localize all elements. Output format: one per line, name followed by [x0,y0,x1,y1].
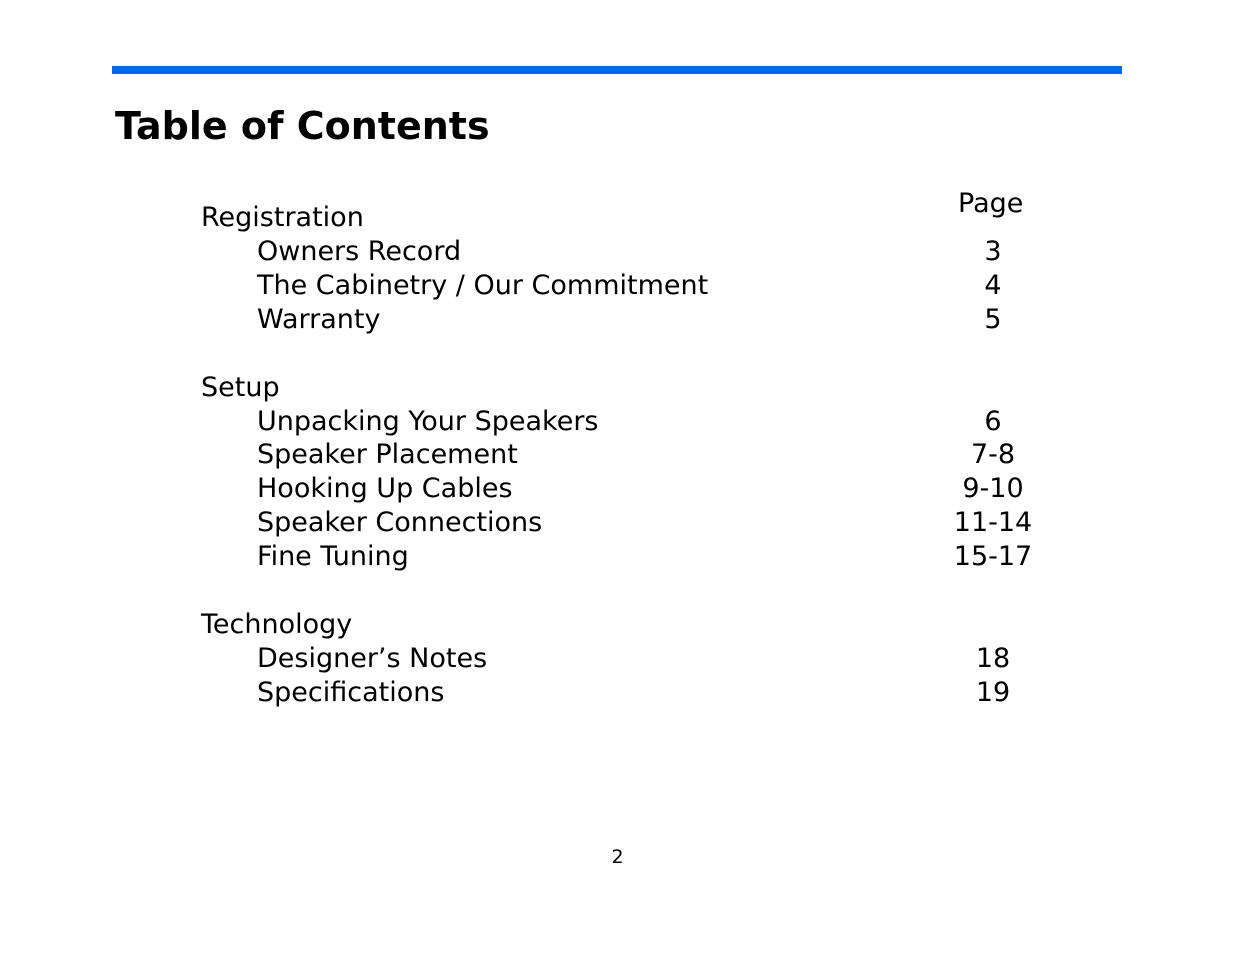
entry-page-number: 11-14 [953,507,1033,538]
entry-page-number: 18 [975,643,1011,674]
entry-title: Fine Tuning [257,541,409,572]
entry-page-number: 19 [975,677,1011,708]
section-heading-registration[interactable] [0,201,1235,235]
page-column-label: Page [958,188,1024,219]
toc-entry[interactable] [0,676,1235,710]
toc-entry[interactable] [0,506,1235,540]
section-title: Setup [201,372,280,403]
header-rule [112,66,1122,74]
section-title: Registration [201,202,364,233]
section-heading-setup[interactable] [0,371,1235,405]
toc-entry[interactable] [0,472,1235,506]
toc-entry[interactable] [0,405,1235,439]
entry-title: Designer’s Notes [257,643,488,674]
entry-title: Speaker Placement [257,439,518,470]
entry-title: Specifications [257,677,445,708]
entry-title: Unpacking Your Speakers [257,406,599,437]
toc-entry[interactable] [0,235,1235,269]
entry-title: Speaker Connections [257,507,543,538]
toc-entry[interactable] [0,642,1235,676]
footer-page-number: 2 [611,846,624,868]
section-title: Technology [201,609,353,640]
toc-entry[interactable] [0,540,1235,574]
entry-title: The Cabinetry / Our Commitment [257,270,709,301]
entry-page-number: 6 [984,406,1002,437]
entry-page-number: 3 [984,236,1002,267]
entry-page-number: 4 [984,270,1002,301]
section-heading-technology[interactable] [0,608,1235,642]
entry-title: Owners Record [257,236,462,267]
entry-title: Hooking Up Cables [257,473,513,504]
entry-page-number: 7-8 [970,439,1016,470]
page-title: Table of Contents [115,104,490,148]
toc-entry[interactable] [0,438,1235,472]
entry-page-number: 15-17 [953,541,1033,572]
entry-page-number: 5 [984,304,1002,335]
entry-page-number: 9-10 [962,473,1024,504]
toc-entry[interactable] [0,269,1235,303]
entry-title: Warranty [257,304,381,335]
toc-entry[interactable] [0,303,1235,337]
